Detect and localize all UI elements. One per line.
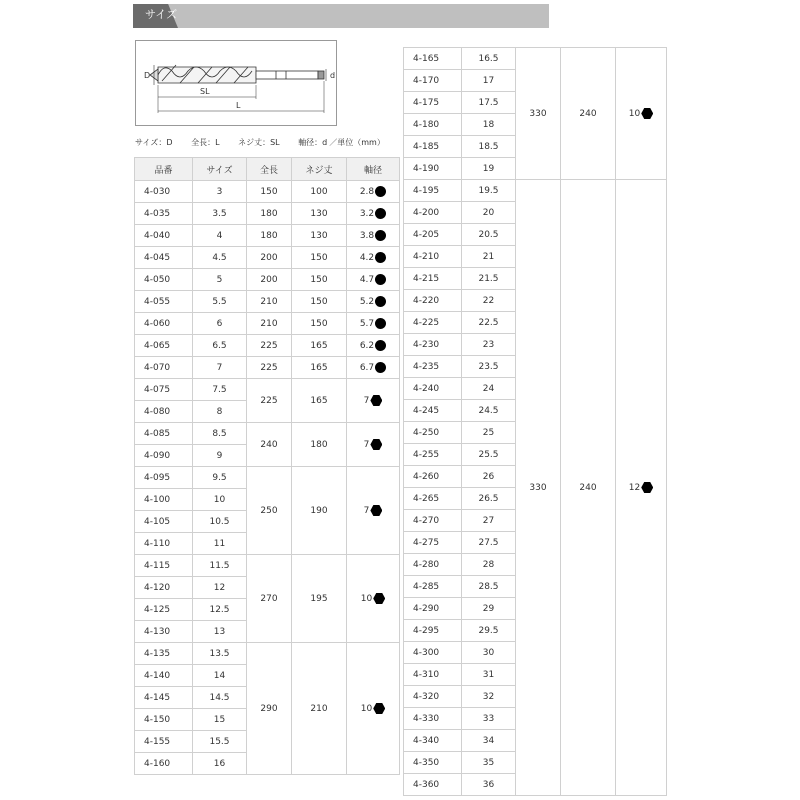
size-value: 6: [193, 313, 247, 335]
size-value: 24: [462, 378, 516, 400]
label-D: D: [144, 71, 151, 80]
screw-length-value: 165: [292, 357, 347, 379]
length-value: 225: [247, 357, 292, 379]
size-value: 21.5: [462, 268, 516, 290]
shaft-value: 3.2: [359, 209, 375, 219]
shaft-cell: [347, 643, 400, 775]
shaft-value: 7: [363, 506, 370, 516]
shaft-cell: [347, 203, 400, 225]
size-value: 17.5: [462, 92, 516, 114]
screw-length-value: 100: [292, 181, 347, 203]
size-value: 14.5: [193, 687, 247, 709]
size-value: 8.5: [193, 423, 247, 445]
table-row: [135, 423, 400, 445]
size-value: 3: [193, 181, 247, 203]
size-value: 19.5: [462, 180, 516, 202]
product-code: 4-225: [404, 312, 462, 334]
size-value: 6.5: [193, 335, 247, 357]
screw-length-value: 150: [292, 291, 347, 313]
size-value: 29.5: [462, 620, 516, 642]
product-code: 4-130: [135, 621, 193, 643]
product-code: 4-160: [135, 753, 193, 775]
product-code: 4-270: [404, 510, 462, 532]
drill-bit-diagram: [135, 40, 337, 126]
size-value: 35: [462, 752, 516, 774]
shaft-value: 7: [363, 396, 370, 406]
length-value: 200: [247, 247, 292, 269]
hex-shank-icon: [641, 482, 653, 493]
size-value: 22.5: [462, 312, 516, 334]
size-value: 7: [193, 357, 247, 379]
product-code: 4-080: [135, 401, 193, 423]
length-value: 180: [247, 203, 292, 225]
size-value: 23.5: [462, 356, 516, 378]
round-shank-icon: [375, 362, 386, 373]
product-code: 4-045: [135, 247, 193, 269]
size-value: 4: [193, 225, 247, 247]
size-value: 7.5: [193, 379, 247, 401]
hex-shank-icon: [370, 395, 382, 406]
size-value: 26: [462, 466, 516, 488]
product-code: 4-290: [404, 598, 462, 620]
round-shank-icon: [375, 318, 386, 329]
product-code: 4-330: [404, 708, 462, 730]
product-code: 4-350: [404, 752, 462, 774]
size-value: 22: [462, 290, 516, 312]
length-value: 250: [247, 467, 292, 555]
length-value: 330: [516, 180, 561, 796]
shaft-cell: [347, 357, 400, 379]
length-value: 225: [247, 379, 292, 423]
product-code: 4-075: [135, 379, 193, 401]
table-row: [404, 180, 667, 202]
size-value: 24.5: [462, 400, 516, 422]
round-shank-icon: [375, 208, 386, 219]
product-code: 4-310: [404, 664, 462, 686]
size-value: 14: [193, 665, 247, 687]
legend-length: 全長：L: [191, 138, 220, 147]
product-code: 4-065: [135, 335, 193, 357]
size-value: 18.5: [462, 136, 516, 158]
drill-bit-illustration: [136, 41, 338, 127]
shaft-value: 5.2: [359, 297, 375, 307]
table-row: [135, 313, 400, 335]
shaft-cell: [616, 48, 667, 180]
legend-screw: ネジ丈：SL: [238, 138, 280, 147]
size-value: 11: [193, 533, 247, 555]
length-value: 290: [247, 643, 292, 775]
length-value: 270: [247, 555, 292, 643]
size-value: 8: [193, 401, 247, 423]
shaft-cell: [347, 555, 400, 643]
screw-length-value: 240: [561, 180, 616, 796]
header-screw: ネジ丈: [292, 158, 347, 181]
length-value: 150: [247, 181, 292, 203]
legend-shaft: 軸径：d: [298, 138, 328, 147]
shaft-value: 2.8: [359, 187, 375, 197]
shaft-value: 6.7: [359, 363, 375, 373]
product-code: 4-340: [404, 730, 462, 752]
label-L: L: [236, 101, 241, 110]
product-code: 4-195: [404, 180, 462, 202]
table-header-row: [135, 158, 400, 181]
label-d: d: [330, 71, 336, 80]
size-value: 9: [193, 445, 247, 467]
label-SL: SL: [200, 87, 210, 96]
screw-length-value: 190: [292, 467, 347, 555]
table-row: [135, 555, 400, 577]
shaft-cell: [347, 335, 400, 357]
round-shank-icon: [375, 340, 386, 351]
product-code: 4-090: [135, 445, 193, 467]
length-value: 210: [247, 291, 292, 313]
size-table-right: [403, 47, 667, 796]
product-code: 4-260: [404, 466, 462, 488]
size-value: 25: [462, 422, 516, 444]
size-value: 25.5: [462, 444, 516, 466]
shaft-value: 3.8: [359, 231, 375, 241]
shaft-cell: [347, 269, 400, 291]
product-code: 4-170: [404, 70, 462, 92]
screw-length-value: 150: [292, 313, 347, 335]
shaft-cell: [347, 225, 400, 247]
product-code: 4-300: [404, 642, 462, 664]
product-code: 4-040: [135, 225, 193, 247]
hex-shank-icon: [373, 703, 385, 714]
size-value: 12.5: [193, 599, 247, 621]
header-code: 品番: [135, 158, 193, 181]
shaft-cell: [347, 247, 400, 269]
size-value: 34: [462, 730, 516, 752]
size-value: 23: [462, 334, 516, 356]
size-table-left: [134, 157, 400, 775]
size-value: 29: [462, 598, 516, 620]
size-value: 20: [462, 202, 516, 224]
table-row: [135, 643, 400, 665]
product-code: 4-060: [135, 313, 193, 335]
table-row: [135, 379, 400, 401]
table-row: [135, 181, 400, 203]
length-value: 240: [247, 423, 292, 467]
shaft-cell: [347, 467, 400, 555]
table-row: [135, 335, 400, 357]
shaft-value: 4.7: [359, 275, 375, 285]
screw-length-value: 210: [292, 643, 347, 775]
size-value: 17: [462, 70, 516, 92]
product-code: 4-280: [404, 554, 462, 576]
shaft-value: 10: [360, 704, 373, 714]
product-code: 4-265: [404, 488, 462, 510]
round-shank-icon: [375, 274, 386, 285]
size-value: 28.5: [462, 576, 516, 598]
size-value: 21: [462, 246, 516, 268]
size-value: 10: [193, 489, 247, 511]
product-code: 4-155: [135, 731, 193, 753]
product-code: 4-240: [404, 378, 462, 400]
length-value: 180: [247, 225, 292, 247]
product-code: 4-275: [404, 532, 462, 554]
product-code: 4-120: [135, 577, 193, 599]
product-code: 4-245: [404, 400, 462, 422]
table-row: [135, 225, 400, 247]
screw-length-value: 180: [292, 423, 347, 467]
size-value: 30: [462, 642, 516, 664]
section-title: サイズ: [145, 8, 178, 21]
header-length: 全長: [247, 158, 292, 181]
shaft-value: 12: [628, 483, 641, 493]
product-code: 4-055: [135, 291, 193, 313]
product-code: 4-140: [135, 665, 193, 687]
size-value: 9.5: [193, 467, 247, 489]
size-value: 13: [193, 621, 247, 643]
product-code: 4-105: [135, 511, 193, 533]
size-value: 16: [193, 753, 247, 775]
size-value: 5: [193, 269, 247, 291]
round-shank-icon: [375, 252, 386, 263]
size-value: 16.5: [462, 48, 516, 70]
section-title-bar: [133, 4, 549, 28]
screw-length-value: 165: [292, 379, 347, 423]
shaft-value: 4.2: [359, 253, 375, 263]
product-code: 4-125: [135, 599, 193, 621]
shaft-value: 5.7: [359, 319, 375, 329]
length-value: 210: [247, 313, 292, 335]
product-code: 4-210: [404, 246, 462, 268]
shaft-cell: [347, 313, 400, 335]
size-value: 33: [462, 708, 516, 730]
header-shaft: 軸径: [347, 158, 400, 181]
screw-length-value: 165: [292, 335, 347, 357]
table-row: [404, 48, 667, 70]
product-code: 4-235: [404, 356, 462, 378]
hex-shank-icon: [370, 439, 382, 450]
product-code: 4-145: [135, 687, 193, 709]
round-shank-icon: [375, 296, 386, 307]
product-code: 4-185: [404, 136, 462, 158]
size-value: 12: [193, 577, 247, 599]
length-value: 225: [247, 335, 292, 357]
shaft-value: 10: [360, 594, 373, 604]
product-code: 4-030: [135, 181, 193, 203]
product-code: 4-230: [404, 334, 462, 356]
product-code: 4-050: [135, 269, 193, 291]
product-code: 4-110: [135, 533, 193, 555]
table-row: [135, 291, 400, 313]
table-row: [135, 247, 400, 269]
product-code: 4-295: [404, 620, 462, 642]
size-value: 27.5: [462, 532, 516, 554]
product-code: 4-205: [404, 224, 462, 246]
product-code: 4-220: [404, 290, 462, 312]
product-code: 4-250: [404, 422, 462, 444]
size-value: 4.5: [193, 247, 247, 269]
shaft-value: 6.2: [359, 341, 375, 351]
round-shank-icon: [375, 186, 386, 197]
hex-shank-icon: [641, 108, 653, 119]
size-value: 20.5: [462, 224, 516, 246]
product-code: 4-180: [404, 114, 462, 136]
screw-length-value: 130: [292, 225, 347, 247]
product-code: 4-320: [404, 686, 462, 708]
product-code: 4-115: [135, 555, 193, 577]
shaft-cell: [616, 180, 667, 796]
size-value: 5.5: [193, 291, 247, 313]
legend-size: サイズ：D: [135, 138, 173, 147]
size-value: 11.5: [193, 555, 247, 577]
size-value: 26.5: [462, 488, 516, 510]
header-size: サイズ: [193, 158, 247, 181]
screw-length-value: 195: [292, 555, 347, 643]
screw-length-value: 240: [561, 48, 616, 180]
product-code: 4-035: [135, 203, 193, 225]
size-value: 31: [462, 664, 516, 686]
table-row: [135, 203, 400, 225]
shaft-value: 7: [363, 440, 370, 450]
hex-shank-icon: [370, 505, 382, 516]
product-code: 4-255: [404, 444, 462, 466]
size-value: 36: [462, 774, 516, 796]
product-code: 4-150: [135, 709, 193, 731]
product-code: 4-190: [404, 158, 462, 180]
shaft-cell: [347, 379, 400, 423]
size-value: 15.5: [193, 731, 247, 753]
table-row: [135, 269, 400, 291]
length-value: 330: [516, 48, 561, 180]
dimension-legend: [135, 137, 401, 148]
length-value: 200: [247, 269, 292, 291]
size-value: 28: [462, 554, 516, 576]
product-code: 4-285: [404, 576, 462, 598]
product-code: 4-070: [135, 357, 193, 379]
size-value: 27: [462, 510, 516, 532]
table-row: [135, 467, 400, 489]
screw-length-value: 150: [292, 269, 347, 291]
shaft-value: 10: [628, 109, 641, 119]
size-value: 13.5: [193, 643, 247, 665]
product-code: 4-200: [404, 202, 462, 224]
shaft-cell: [347, 291, 400, 313]
size-value: 3.5: [193, 203, 247, 225]
size-value: 10.5: [193, 511, 247, 533]
size-value: 15: [193, 709, 247, 731]
product-code: 4-135: [135, 643, 193, 665]
size-value: 19: [462, 158, 516, 180]
round-shank-icon: [375, 230, 386, 241]
product-code: 4-095: [135, 467, 193, 489]
product-code: 4-085: [135, 423, 193, 445]
product-code: 4-100: [135, 489, 193, 511]
table-row: [135, 357, 400, 379]
screw-length-value: 130: [292, 203, 347, 225]
screw-length-value: 150: [292, 247, 347, 269]
shaft-cell: [347, 181, 400, 203]
product-code: 4-175: [404, 92, 462, 114]
product-code: 4-360: [404, 774, 462, 796]
shaft-cell: [347, 423, 400, 467]
size-value: 18: [462, 114, 516, 136]
product-code: 4-165: [404, 48, 462, 70]
legend-unit: ／単位（mm）: [329, 138, 385, 147]
size-value: 32: [462, 686, 516, 708]
hex-shank-icon: [373, 593, 385, 604]
product-code: 4-215: [404, 268, 462, 290]
